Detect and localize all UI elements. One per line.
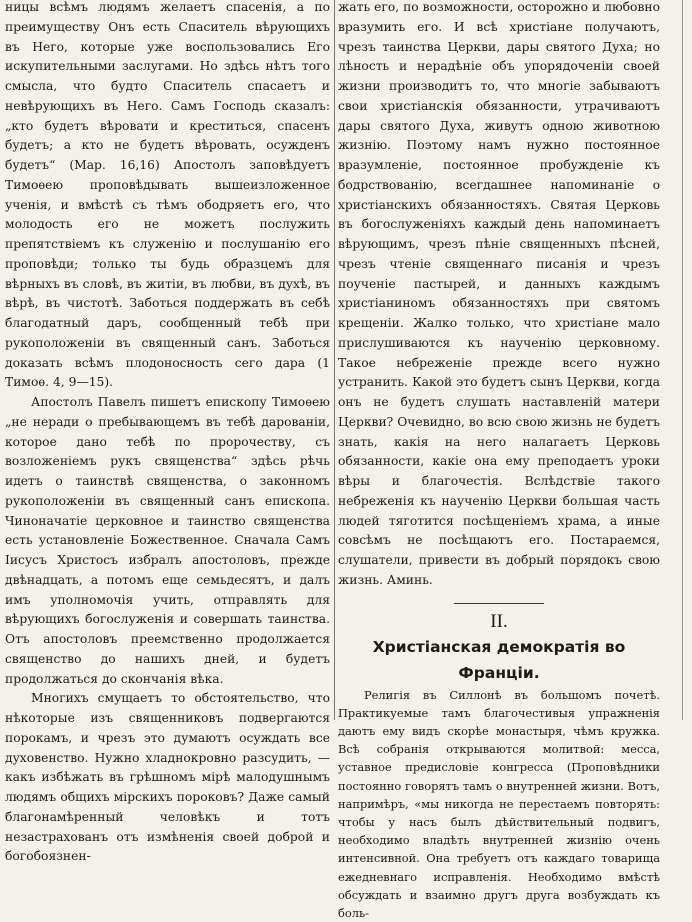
right-column: [338, 0, 660, 720]
column-divider: [334, 0, 335, 720]
right-paragraph-1: жать его, по возможности, осторожно и любовно вразумить его. И всѣ христіане получаютъ, чрезъ таинства Церкви, дары святого Духа; но лѣность и нерадѣніе объ упорядоченіи своей жизни производитъ то, что многіе забываютъ свои христіанскія обязанности, утрачиваютъ дары святого Духа, живутъ одною животною жизнію. Поэтому намъ нужно постоянное вразумленіе, постоянное пробужденіе къ бодрствованію, всегдашнее напоминаніе о христіанскихъ обязанностяхъ. Святая Церковь въ богослуженіяхъ каждый день напоминаетъ вѣрующимъ, чрезъ пѣніе священныхъ пѣсней, чрезъ чтеніе священнаго писанія и чрезъ поученіе пастырей, и данныхъ каждымъ христіаниномъ обязанностяхъ при святомъ крещеніи. Жалко только, что христіане мало прислушиваются къ наученію церковному. Такое небреженіе прежде всего нужно устранить. Какой это будетъ сынъ Церкви, когда онъ не будетъ слушать наставленій матери Церкви? Очевидно, во всю свою жизнь не будетъ знать, какія на него налагаетъ Церковь обязанности, какіе она ему преподаетъ уроки вѣры и благочестія. Вслѣдствіе такого небреженія къ наученію Церкви большая часть людей тяготится посѣщеніемъ храма, а иные совсѣмъ не посѣщаютъ его. Постараемся, слушатели, привести въ добрый порядокъ свою жизнь. Аминь.: [338, 0, 660, 591]
left-paragraph-1: ницы всѣмъ людямъ желаетъ спасенія, а по преимуществу Онъ есть Спаситель вѣрующихъ въ Него, которые уже воспользовались Его искупительными заслугами. Но здѣсь нѣтъ того смысла, что будто Спаситель спасаетъ и невѣрующихъ въ Него. Самъ Господь сказалъ: „кто будетъ вѣровати и креститься, спасенъ будетъ; а кто не будетъ вѣровать, осужденъ будетъ“ (Мар. 16,16) Апостолъ заповѣдуетъ Тимоѳею проповѣдывать вышеизложенное ученія, и вмѣстѣ съ тѣмъ ободряетъ его, что молодость его не можетъ послужить препятствіемъ къ служенію и послушанію его проповѣди; только ты будь образцемъ для вѣрныхъ въ словѣ, въ житіи, въ любви, въ духѣ, въ вѣрѣ, въ чистотѣ. Заботься поддержать въ себѣ благодатный даръ, сообщенный тебѣ при рукоположеніи въ священный санъ. Заботься доказать всѣмъ плодоносность сего дара (1 Тимоѳ. 4, 9—15).: [5, 0, 330, 393]
section-separator-line: [454, 603, 544, 604]
page-edge-line: [682, 0, 683, 720]
section-number: II.: [338, 610, 660, 634]
section-title: Христіанская демократія во Франціи.: [338, 634, 660, 686]
left-column: [5, 0, 330, 720]
left-paragraph-2: Апостолъ Павелъ пишетъ епископу Тимоѳею „не неради о пребывающемъ въ тебѣ дарованіи, которое дано тебѣ по пророчеству, съ возложеніемъ рукъ священства“ здѣсь рѣчь идетъ о таинствѣ священства, о законномъ рукоположеніи въ священный санъ епископа. Чиноначатіе церковное и таинство священства есть установленіе Божественное. Сначала Самъ Іисусъ Христосъ избралъ апостоловъ, прежде двѣнадцать, а потомъ еще семьдесятъ, и далъ имъ уполномочія учить, отправлять для вѣрующихъ богослуженія и совершать таинства. Отъ апостоловъ преемственно продолжается священство до нашихъ дней, и будетъ продолжаться до скончанія вѣка.: [5, 393, 330, 689]
left-paragraph-3: Многихъ смущаетъ то обстоятельство, что нѣкоторые изъ священниковъ подвергаются порокамъ, и чрезъ это думаютъ осуждать все духовенство. Нужно хладнокровно разсудить, — какъ избѣжать въ грѣшномъ мірѣ малодушнымъ людямъ общихъ мірскихъ пороковъ? Даже самый благонамѣренный человѣкъ и тотъ незастрахованъ отъ измѣненія своей доброй и богобоязнен-: [5, 689, 330, 867]
section-paragraph-1: Религія въ Силлонѣ въ большомъ почетѣ. Практикуемые тамъ благочестивыя упражненія даютъ ему видъ скорѣе монастыря, чѣмъ кружка. Всѣ собранія открываются молитвой: месса, уставное предисловіе конгресса (Проповѣдники постоянно говорятъ тамъ о внутренней жизни. Вотъ, напримѣръ, «мы никогда не перестаемъ повторять: чтобы у насъ былъ дѣйствительный подвигъ, необходимо владѣть внутренней жизнію очень интенсивной. Она требуетъ отъ каждаго товарища ежедневнаго исправленія. Необходимо вмѣстѣ обсуждать и взаимно другъ друга возбуждать къ боль-: [338, 686, 660, 922]
